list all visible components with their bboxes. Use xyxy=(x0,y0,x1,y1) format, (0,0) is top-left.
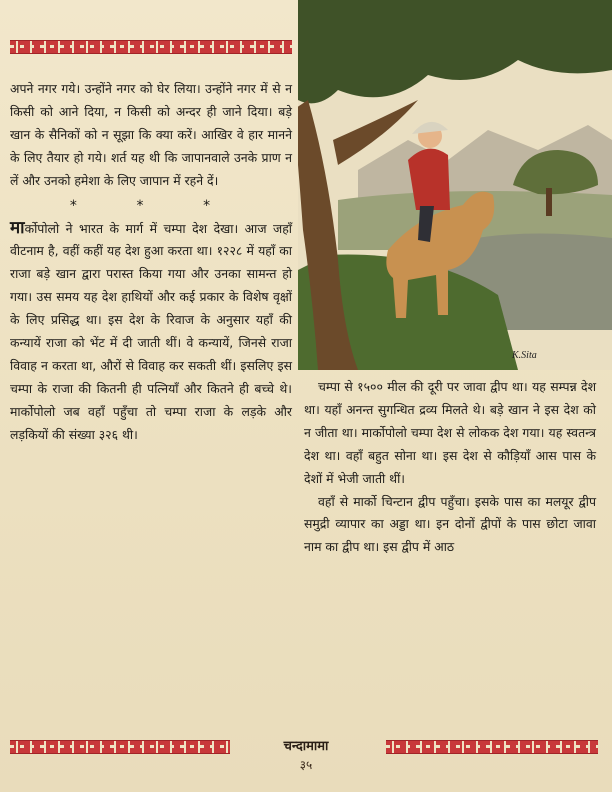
right-text-column xyxy=(304,376,596,559)
left-paragraph-2 xyxy=(10,217,292,447)
top-decorative-border xyxy=(10,40,292,54)
divider-star: * xyxy=(69,197,77,214)
right-paragraph-2: वहाँ से मार्को चिन्टान द्वीप पहुँचा। इसके पास का मलयूर द्वीप समुद्री व्यापार का अड्डा था। इन दोनों द्वीपों के पास छोटा जावा नाम का द्वीप था। इस द्वीप में आठ xyxy=(304,493,596,555)
left-paragraph-2-text: र्कोपोलो ने भारत के मार्ग में चम्पा देश देखा। आज जहाँ वीटनाम है, वहीं कहीं यह देश हुआ करता था। १२२८ में यहाँ का राजा बड़े खान द्वारा परास्त किया गया और उनका सामन्त हो गया। उस समय यह देश हाथियों और कई प्रकार के विशेष वृक्षों के लिए प्रसिद्ध था। इस देश के रिवाज के अनुसार यहाँ की कन्यायें राजा को भेंट में दी जाती थीं। वे कन्यायें, जिनसे राजा विवाह न करता था, औरों से विवाह कर सकती थीं। इसलिए इस चम्पा के राजा की कितनी ही पत्नियाँ और कितने ही बच्चे थे। मार्कोपोलो जब वहाँ पहुँचा तो चम्पा राजा के लड़के और लड़कियों की संख्या ३२६ थी। xyxy=(10,220,292,442)
divider-star: * xyxy=(203,197,211,214)
distant-tree-trunk xyxy=(546,188,552,216)
section-divider-stars xyxy=(40,197,240,215)
magazine-title: चन्दामामा xyxy=(283,739,329,754)
divider-star: * xyxy=(136,197,144,214)
drop-cap: मा xyxy=(10,217,25,238)
illustration-horseman xyxy=(298,0,612,370)
page-number: ३५ xyxy=(299,758,313,772)
left-text-column xyxy=(10,78,292,447)
right-paragraph-1: चम्पा से १५०० मील की दूरी पर जावा द्वीप था। यह सम्पन्न देश था। यहाँ अनन्त सुगन्धित द्रव्य मिलते थे। बड़े खान ने इस देश को न जीता था। मार्कोपोलो चम्पा देश से लोकक देश गया। यह स्वतन्त्र देश था। वहाँ बहुत सोना था। इस देश से कौड़ियाँ आस पास के देशों में भेजी जाती थीं। xyxy=(304,379,596,486)
artist-signature: K.Sita xyxy=(512,350,537,361)
left-paragraph-1: अपने नगर गये। उन्होंने नगर को घेर लिया। उन्होंने नगर में से न किसी को आने दिया, न किसी को अन्दर ही जाने दिया। बड़े खान के सैनिकों को न सूझा कि क्या करें। आखिर वे हार मानने के लिए तैयार हो गये। शर्त यह थी कि जापानवाले उनके प्राण न लें और उनको हमेशा के लिए जापान में रहने दें। xyxy=(10,81,292,188)
